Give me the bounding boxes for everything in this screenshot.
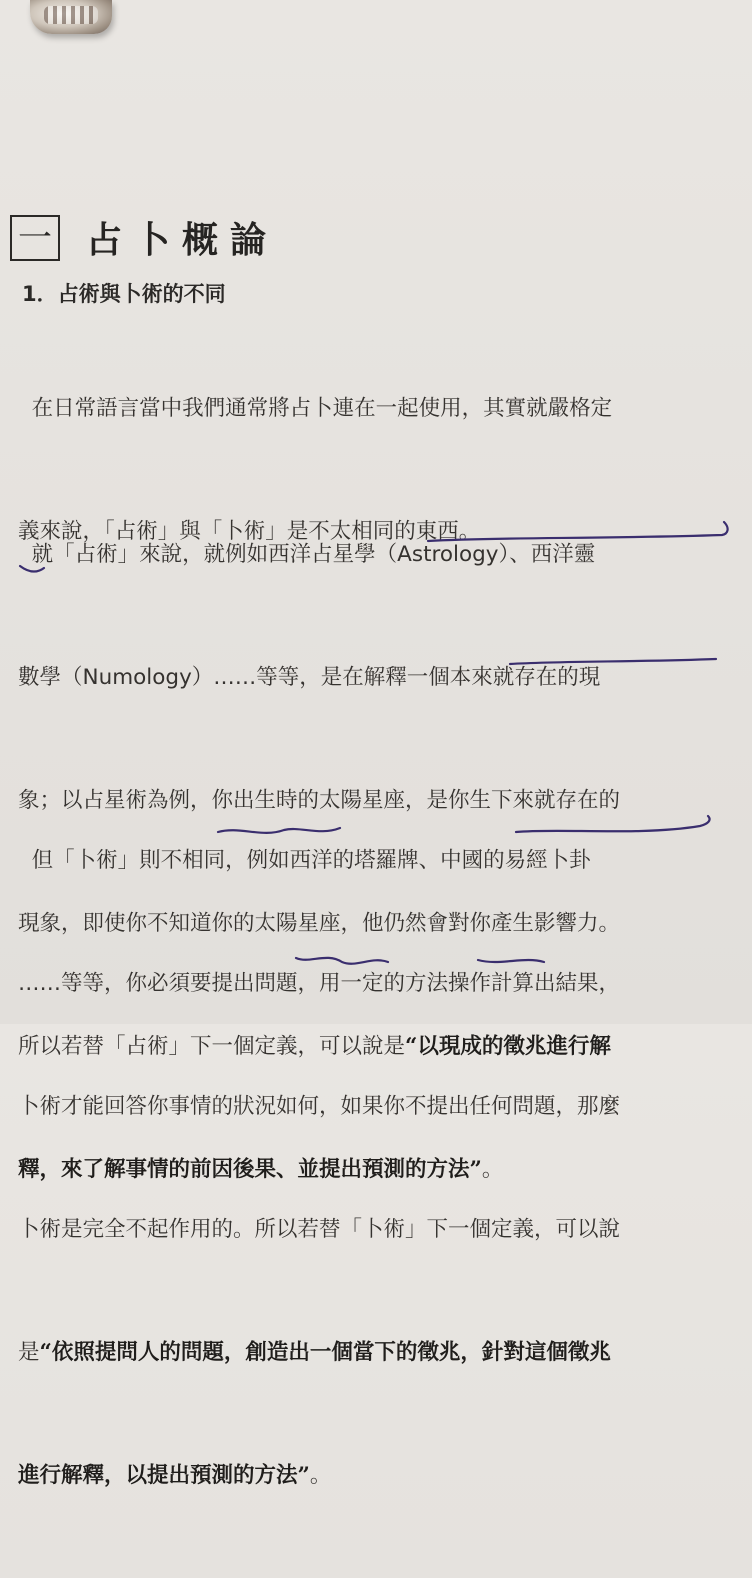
definition-bold-text: 釋，來了解事情的前因後果、並提出預測的方法” [18,1157,482,1182]
chapter-title: 占卜概論 [86,219,279,261]
text-segment: 。 [481,1157,504,1182]
text-line: ……等等，你必須要提出問題，用一定的方法操作計算出結果， [18,971,621,996]
text-line: 現象，即使你不知道你的太陽星座，他仍然會對你產生影響力。 [18,911,621,936]
section-title: 1．占術與卜術的不同 [22,282,226,306]
text-line: 但「卜術」則不相同，例如西洋的塔羅牌、中國的易經卜卦 [18,848,591,873]
text-line: 卜術是完全不起作用的。所以若替「卜術」下一個定義，可以說 [18,1217,621,1242]
definition-bold-text: 進行解釋，以提出預測的方法” [18,1463,310,1488]
text-segment: 是 [18,1340,40,1365]
metal-clip-object [30,0,112,34]
text-line: 象；以占星術為例，你出生時的太陽星座，是你生下來就存在的 [18,788,621,813]
definition-bold-text: “以現成的徵兆進行解 [405,1034,611,1059]
text-line: 就「占術」來說，就例如西洋占星學（Astrology）、西洋靈 [18,542,596,567]
paragraph-3 [18,758,730,1578]
text-line: 卜術才能回答你事情的狀況如何，如果你不提出任何問題，那麼 [18,1094,621,1119]
definition-bold-text: “依照提問人的問題，創造出一個當下的徵兆，針對這個徵兆 [39,1340,611,1365]
text-line [18,1455,730,1496]
text-segment: 。 [309,1463,332,1488]
chapter-number: 一 [18,217,52,258]
text-line: 義來說，「占術」與「卜術」是不太相同的東西。 [18,519,481,544]
text-line [18,1332,730,1373]
chapter-heading [10,212,278,263]
text-line: 在日常語言當中我們通常將占卜連在一起使用，其實就嚴格定 [18,396,613,421]
chapter-number-box [10,215,60,261]
text-line: 數學（Numology）……等等，是在解釋一個本來就存在的現 [18,665,601,690]
text-segment: 所以若替「占術」下一個定義，可以說是 [18,1034,406,1059]
